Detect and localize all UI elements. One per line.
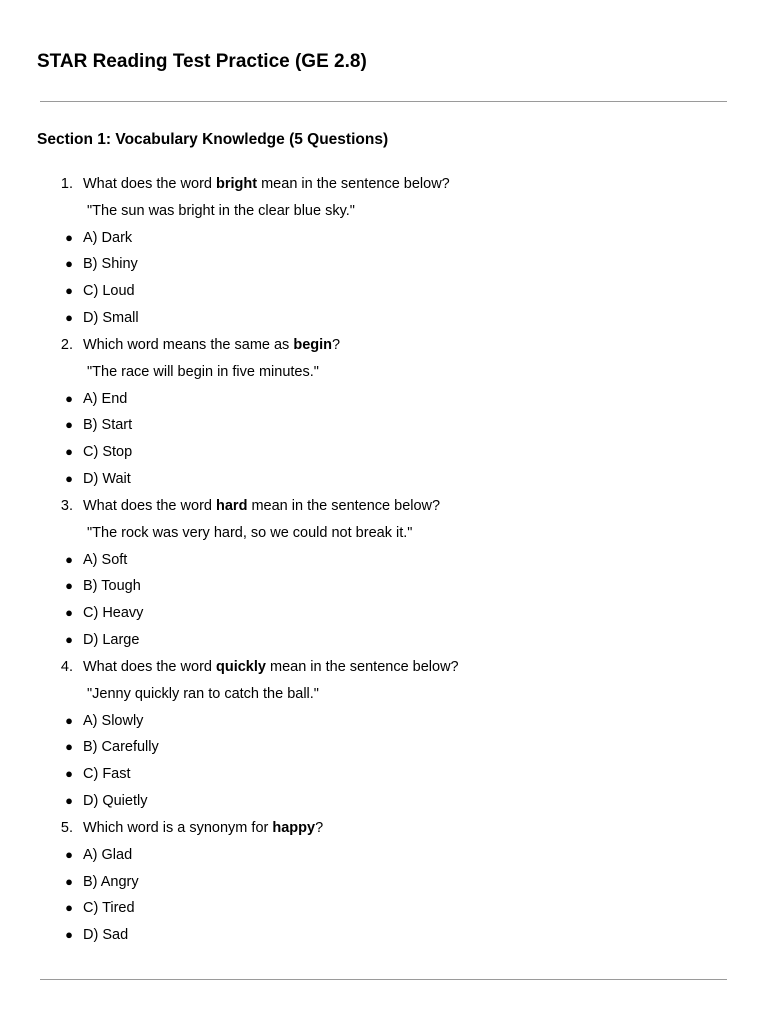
answer-option-label: B) Tough — [83, 578, 141, 595]
question-quote: "The race will begin in five minutes." — [87, 363, 319, 380]
answer-option-label: A) Slowly — [83, 712, 144, 729]
answer-option[interactable] — [0, 225, 768, 252]
bullet-icon: ● — [65, 283, 73, 299]
bullet-icon: ● — [65, 793, 73, 809]
question-quote-line — [0, 198, 768, 225]
question-prompt — [83, 171, 450, 198]
question-quote-line — [0, 520, 768, 547]
question-item — [0, 332, 768, 359]
bottom-divider — [40, 979, 727, 980]
bullet-icon: ● — [65, 632, 73, 648]
bullet-icon: ● — [65, 605, 73, 621]
answer-option-label: D) Wait — [83, 471, 131, 488]
question-item — [0, 171, 768, 198]
answer-option-label: C) Fast — [83, 766, 131, 783]
question-keyword: begin — [293, 336, 333, 353]
answer-option[interactable] — [0, 573, 768, 600]
bullet-icon: ● — [65, 256, 73, 272]
answer-option[interactable] — [0, 734, 768, 761]
question-prompt-end: mean in the sentence below? — [257, 176, 450, 192]
question-prompt-end: mean in the sentence below? — [265, 658, 459, 675]
question-prompt-end: mean in the sentence below? — [247, 497, 441, 514]
section-title: Section 1: Vocabulary Knowledge (5 Questions) — [37, 131, 389, 148]
answer-option[interactable] — [0, 869, 768, 896]
question-prompt-start: Which word means the same as — [83, 336, 294, 353]
question-prompt — [83, 332, 340, 359]
answer-option-label: B) Start — [83, 417, 133, 434]
answer-option[interactable] — [0, 627, 768, 654]
top-divider — [40, 101, 727, 102]
bullet-icon: ● — [65, 900, 73, 916]
question-quote-line — [0, 681, 768, 708]
bullet-icon: ● — [65, 390, 73, 406]
answer-option[interactable] — [0, 305, 768, 332]
answer-option-label: B) Angry — [83, 873, 139, 890]
answer-option[interactable] — [0, 788, 768, 815]
bullet-icon: ● — [65, 310, 73, 326]
question-prompt-end: ? — [332, 336, 341, 353]
answer-option[interactable] — [0, 842, 768, 869]
answer-option-label: D) Sad — [83, 927, 129, 944]
answer-option[interactable] — [0, 761, 768, 788]
answer-option-label: B) Shiny — [83, 256, 138, 273]
question-list — [0, 171, 768, 949]
question-prompt-start: Which word is a synonym for — [83, 819, 273, 836]
question-prompt — [83, 654, 459, 681]
question-quote: "The rock was very hard, so we could not break it." — [87, 524, 413, 541]
question-number: 1. — [60, 176, 73, 192]
answer-option-label: A) Soft — [83, 551, 128, 568]
answer-option[interactable] — [0, 412, 768, 439]
question-quote: "Jenny quickly ran to catch the ball." — [87, 685, 319, 702]
answer-option-label: D) Quietly — [83, 793, 148, 810]
bullet-icon: ● — [65, 578, 73, 594]
answer-option-label: C) Tired — [83, 900, 135, 917]
answer-option-label: A) End — [83, 390, 128, 407]
question-item — [0, 654, 768, 681]
answer-option[interactable] — [0, 466, 768, 493]
question-prompt-start: What does the word — [83, 658, 216, 675]
answer-option-label: C) Stop — [83, 444, 133, 461]
question-quote-line — [0, 359, 768, 386]
question-keyword: happy — [272, 819, 316, 836]
question-prompt — [83, 493, 440, 520]
answer-option[interactable] — [0, 251, 768, 278]
bullet-icon: ● — [65, 471, 73, 487]
question-keyword: hard — [216, 497, 248, 514]
question-prompt-start: What does the word — [83, 176, 216, 192]
bullet-icon: ● — [65, 551, 73, 567]
answer-option[interactable] — [0, 278, 768, 305]
bullet-icon: ● — [65, 927, 73, 943]
answer-option-label: A) Dark — [83, 229, 133, 246]
bullet-icon: ● — [65, 739, 73, 755]
question-number: 2. — [60, 336, 73, 353]
answer-option-label: B) Carefully — [83, 739, 159, 756]
answer-option-label: C) Loud — [83, 283, 135, 300]
document-title: STAR Reading Test Practice (GE 2.8) — [37, 51, 367, 72]
answer-option-label: D) Large — [83, 632, 140, 649]
question-number: 4. — [60, 658, 73, 675]
question-keyword: quickly — [216, 658, 266, 675]
answer-option[interactable] — [0, 708, 768, 735]
question-item — [0, 815, 768, 842]
question-number: 5. — [60, 819, 73, 836]
answer-option[interactable] — [0, 386, 768, 413]
bullet-icon: ● — [65, 229, 73, 245]
bullet-icon: ● — [65, 873, 73, 889]
answer-option-label: A) Glad — [83, 846, 133, 863]
answer-option-label: C) Heavy — [83, 605, 144, 622]
bullet-icon: ● — [65, 846, 73, 862]
answer-option[interactable] — [0, 922, 768, 949]
question-keyword: bright — [216, 176, 258, 192]
bullet-icon: ● — [65, 766, 73, 782]
bullet-icon: ● — [65, 444, 73, 460]
question-prompt — [83, 815, 323, 842]
bullet-icon: ● — [65, 712, 73, 728]
question-quote: "The sun was bright in the clear blue sky." — [87, 202, 355, 219]
answer-option[interactable] — [0, 895, 768, 922]
answer-option-label: D) Small — [83, 310, 139, 327]
answer-option[interactable] — [0, 439, 768, 466]
answer-option[interactable] — [0, 547, 768, 574]
answer-option[interactable] — [0, 600, 768, 627]
question-prompt-start: What does the word — [83, 497, 216, 514]
question-number: 3. — [60, 497, 73, 514]
bullet-icon: ● — [65, 417, 73, 433]
question-prompt-end: ? — [315, 819, 324, 836]
question-item — [0, 493, 768, 520]
